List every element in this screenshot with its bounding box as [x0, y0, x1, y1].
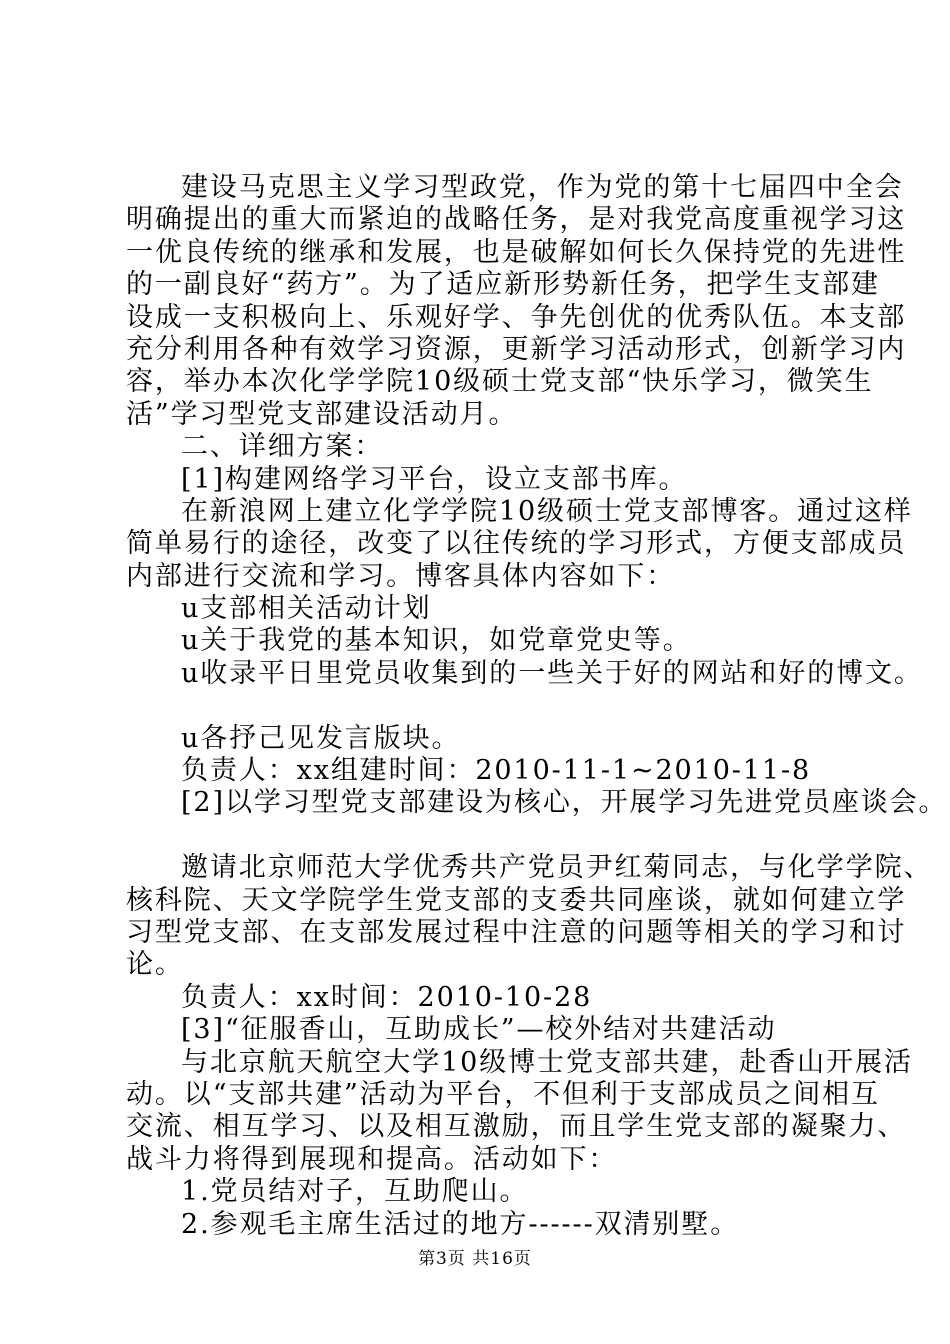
- text-line: 的一副良好“药方”。为了适应新形势新任务，把学生支部建: [126, 269, 880, 301]
- text-line: 核科院、天文学院学生党支部的支委共同座谈，就如何建立学: [126, 884, 907, 916]
- text-line: 交流、相互学习、以及相互激励，而且学生党支部的凝聚力、: [126, 1111, 907, 1143]
- text-line: 容，举办本次化学学院10级硕士党支部“快乐学习，微笑生: [126, 366, 874, 398]
- text-line: u收录平日里党员收集到的一些关于好的网站和好的博文。: [181, 657, 923, 689]
- text-line: u各抒己见发言版块。: [181, 722, 461, 754]
- text-line: [1]构建网络学习平台，设立支部书库。: [181, 463, 688, 495]
- text-line: [3]“征服香山，互助成长”—校外结对共建活动: [181, 1014, 777, 1046]
- text-line: [2]以学习型党支部建设为核心，开展学习先进党员座谈会。: [181, 787, 948, 819]
- blank-line: [126, 690, 846, 722]
- text-line: 二、详细方案：: [181, 431, 384, 463]
- text-line: 负责人：xx时间：2010-10-28: [181, 981, 593, 1013]
- text-line: 建设马克思主义学习型政党，作为党的第十七届四中全会: [181, 172, 904, 203]
- page-footer: 第3页 共16页: [418, 1249, 532, 1269]
- text-line: 一优良传统的继承和发展，也是破解如何长久保持党的先进性: [126, 236, 907, 268]
- text-line: u支部相关活动计划: [181, 593, 432, 625]
- text-line: 1.党员结对子，互助爬山。: [181, 1176, 529, 1208]
- text-line: 在新浪网上建立化学学院10级硕士党支部博客。通过这样: [181, 495, 913, 527]
- blank-line: [126, 820, 846, 852]
- text-line: 活”学习型党支部建设活动月。: [126, 398, 518, 430]
- text-line: 明确提出的重大而紧迫的战略任务，是对我党高度重视学习这: [126, 204, 907, 236]
- text-line: 邀请北京师范大学优秀共产党员尹红菊同志，与化学学院、: [181, 852, 933, 884]
- text-line: 设成一支积极向上、乐观好学、争先创优的优秀队伍。本支部: [126, 301, 907, 333]
- text-line: u关于我党的基本知识，如党章党史等。: [181, 625, 692, 657]
- text-line: 内部进行交流和学习。博客具体内容如下：: [126, 560, 676, 592]
- text-line: 动。以“支部共建”活动为平台，不但利于支部成员之间相互: [126, 1078, 880, 1110]
- text-line: 论。: [126, 949, 184, 981]
- text-line: 2.参观毛主席生活过的地方------双清别墅。: [181, 1208, 740, 1240]
- text-line: 与北京航天航空大学10级博士党支部共建，赴香山开展活: [181, 1046, 913, 1078]
- text-line: 战斗力将得到展现和提高。活动如下：: [126, 1143, 618, 1175]
- text-line: 习型党支部、在支部发展过程中注意的问题等相关的学习和讨: [126, 916, 907, 948]
- text-line: 充分利用各种有效学习资源，更新学习活动形式，创新学习内: [126, 333, 907, 365]
- text-line: 简单易行的途径，改变了以往传统的学习形式，方便支部成员: [126, 528, 907, 560]
- text-line: 负责人：xx组建时间：2010-11-1~2010-11-8: [181, 755, 812, 787]
- document-body: [126, 172, 948, 1241]
